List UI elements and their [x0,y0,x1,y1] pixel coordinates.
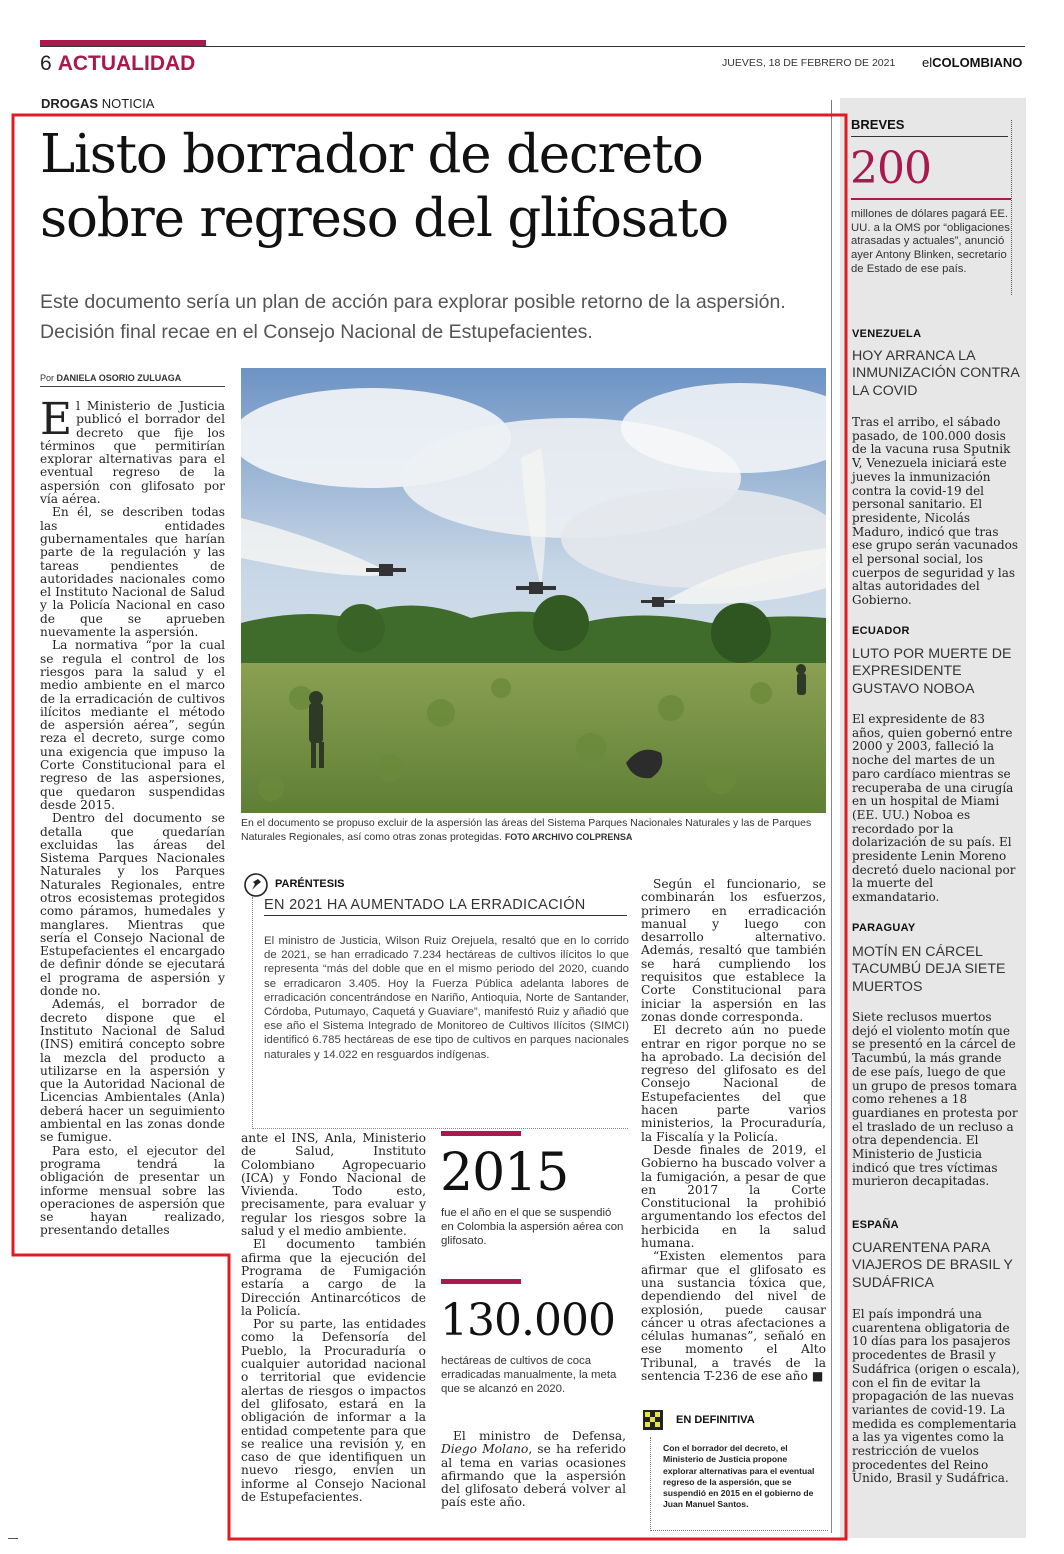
breves-highlight-text: millones de dólares pagará EE. UU. a la OMS por “obligaciones atrasadas y actuales”, anunció ayer Antony Blinken, secretario de Estado de ese país. [851,208,1010,275]
kicker-type: NOTICIA [101,96,155,111]
parentesis-body: El ministro de Justicia, Wilson Ruiz Orejuela, resaltó que en lo corrido de 2021, se han erradicado 7.234 hectáreas de cultivos ilícitos lo que representa “más del doble que en el mismo periodo del 2020, cuando se erradicaron 3.405. Hoy la Fuerza Pública adelanta labores de erradicación concentrándose en Nariño, Antioquia, Norte de Santander, Córdoba, Putumayo, Caquetá y Guaviare”, manifestó Ruiz y añadió que ese año el Sistema Integrado de Monitoreo de Cultivos Ilícitos (SIMCI) identificó 6.785 hectáreas de ese tipo de cultivos en parques nacionales naturales y 14.022 en resguardos indígenas. [264,935,629,1061]
end-mark: ■ [811,1368,824,1383]
headline-line1: Listo borrador de decreto [40,124,703,185]
paragraph: En él, se describen todas las entidades gubernamentales que harían parte de la regulación y las tareas pendientes de autoridades nacionales como el Instituto Nacional de Salud y la Policía Nacional en caso de que se aprueben nuevamente la aspersión. [40,505,225,640]
headline [40,123,830,251]
brand-name: COLOMBIANO [932,55,1023,70]
byline-prefix: Por [40,373,55,383]
parentesis-rule [264,915,627,916]
paragraph: Desde finales de 2019, el Gobierno ha buscado volver a la fumigación, a pesar de que en 2017 la Corte Constitucional la prohibió argumentando los efectos del herbicida en la salud humana. [641,1142,826,1251]
section-label [40,52,195,76]
byline [40,373,181,383]
photo-caption [241,817,826,844]
caption-text: En el documento se propuso excluir de la aspersión las áreas del Sistema Parques Nacionales Naturales y las de Parques Naturales Regionales, así como otras zonas protegidas. [241,817,812,843]
brief-title: HOY ARRANCA LA INMUNIZACIÓN CONTRA LA COVID [852,348,1020,399]
breves-rule [851,136,1008,137]
article-kicker [41,96,154,111]
paragraph-text: l Ministerio de Justicia publicó el borrador del decreto que fije los términos que permitirían explorar alternativas para el eventual regreso de la aspersión con glifosato por vía aérea. [40,399,225,507]
body-column-1 [40,394,225,1250]
sidebar-rule [831,118,832,1533]
checkered-icon [642,1409,664,1431]
body-column-2 [241,1132,426,1532]
minister-name: Diego Molano [441,1442,529,1457]
dateline: JUEVES, 18 DE FEBRERO DE 2021 [722,57,896,69]
paragraph [441,1430,626,1510]
breves-label: BREVES [851,117,905,132]
body-column-4 [641,878,826,1398]
photo-credit: FOTO ARCHIVO COLPRENSA [504,831,633,842]
paragraph: La normativa “por la cual se regula el control de los riesgos para la salud y el medio ambiente en el marco de la erradicación de cultivos ilícitos mediante el método de aspersión aérea”, según reza el decreto, surge como una exigencia que impuso la Corte Constitucional para el regreso de las aspersiones, que quedaron suspendidas desde 2015. [40,638,225,812]
paragraph [641,1250,826,1383]
stat-accent-bar [441,1131,521,1136]
paragraph [40,394,225,507]
photo-illustration [241,368,826,813]
stat-description: hectáreas de cultivos de coca erradicadas manualmente, la meta que se alcanzó en 2020. [441,1355,617,1395]
brief-text: Siete reclusos muertos dejó el violento motín que se presentó en la cárcel de Tacumbú, la más grande de ese país, luego de que un grupo de presos tomara como rehenes a 18 guardianes en protesta por el traslado de un recluso a otra dependencia. El Ministerio de Justicia indicó que tres víctimas murieron decapitadas. [852,1010,1018,1189]
breves-highlight-number: 200 [850,143,931,194]
paragraph: Para esto, el ejecutor del programa tendrá la obligación de presentar un informe mensual sobre las operaciones de aspersión que se hayan realizado, presentando detalles [40,1143,225,1238]
stat-value: 2015 [440,1143,569,1203]
parentesis-kicker: PARÉNTESIS [275,878,345,890]
paragraph: El documento también afirma que la ejecución del Programa de Fumigación estaría a cargo de la Dirección Antinarcóticos de la Policía. [241,1237,426,1318]
en-definitiva-text: Con el borrador del decreto, el Ministerio de Justicia propone explorar alternativas para el eventual regreso de la aspersión, que se suspendió en 2015 en el gobierno de Juan Manuel Santos. [663,1443,815,1510]
brief-country: VENEZUELA [852,328,922,340]
brief-country: ESPAÑA [852,1219,899,1231]
brief-text: El país impondrá una cuarentena obligatoria de 10 días para los pasajeros procedentes de Brasil y Sudáfrica (origen o escala), con el fin de evitar la propagación de las nuevas variantes de covid-19. La medida es complementaria a las ya vigentes como la restricción de vuelos procedentes del Reino Unido, Brasil y Sudáfrica. [852,1307,1020,1486]
paragraph-text: , se ha referido al tema en varias ocasiones afirmando que la aspersión del glifosato deberá volver al país este año. [441,1442,626,1510]
stat-description: fue el año en el que se suspendió en Colombia la aspersión aérea con glifosato. [441,1207,624,1247]
stat-accent-bar [441,1279,521,1284]
news-photo-aerial-spraying [241,368,826,813]
deck: Este documento sería un plan de acción para explorar posible retorno de la aspersión. Decisión final recae en el Consejo Nacional de Estupefacientes. [40,291,786,343]
byline-author: DANIELA OSORIO ZULUAGA [56,373,182,383]
paragraph-text: “Existen elementos para afirmar que el glifosato es una sustancia tóxica que, dependiendo del nivel de explosión, puede causar cáncer u otras afectaciones a células humanas”, señaló en ese momento el Alto Tribunal, a través de la sentencia T-236 de ese año [641,1249,826,1383]
brief-title: LUTO POR MUERTE DE EXPRESIDENTE GUSTAVO NOBOA [852,646,1012,697]
section-name: ACTUALIDAD [57,52,196,75]
brief-country: PARAGUAY [852,922,916,934]
paragraph-text: El ministro de Defensa, [453,1429,626,1443]
header-rule [40,46,1025,47]
page-number: 6 [40,52,52,75]
brief-title: CUARENTENA PARA VIAJEROS DE BRASIL Y SUDÁFRICA [852,1240,1013,1291]
kicker-topic: DROGAS [41,96,99,111]
column-rule [831,100,832,118]
headline-line2: sobre regreso del glifosato [40,188,728,249]
paragraph: Dentro del documento se detalla que quedarían excluidas las áreas del Sistema Parques Nacionales Naturales y los Parques Naturales Regionales, entre otros ecosistemas protegidos como páramos, humedales y manglares. Mientras que sería el Consejo Nacional de Estupefacientes el encargado de definir dónde se ejecutará el programa de aspersión y donde no. [40,811,225,999]
newspaper-brand [922,55,1022,70]
brand-prefix: el [922,55,933,70]
byline-rule [40,386,225,387]
parentesis-title: EN 2021 HA AUMENTADO LA ERRADICACIÓN [264,897,586,913]
brief-country: ECUADOR [852,625,910,637]
paragraph: ante el INS, Anla, Ministerio de Salud, Instituto Colombiano Agropecuario (ICA) y Fondo Nacional de Vivienda. Todo esto, precisamente, para evaluar y regular los riesgos sobre la salud y el medio ambiente. [241,1131,426,1239]
brief-text: Tras el arribo, el sábado pasado, de 100.000 dosis de la vacuna rusa Sputnik V, Venezuela iniciará este jueves la inmunización contra la covid-19 del personal sanitario. El presidente, Nicolás Maduro, indicó que tras ese grupo serán vacunados el personal social, los cuerpos de seguridad y las altas autoridades del Gobierno. [852,415,1019,608]
stat-value: 130.000 [440,1295,615,1346]
breves-number-rule [851,198,1011,200]
paragraph: Por su parte, las entidades como la Defensoría del Pueblo, la Procuraduría o cualquier autoridad nacional o territorial que evidencie alertas de riesgos o impactos del glifosato, estará en la obligación de informar a la entidad competente para que se realice una revisión y, en caso de que identifiquen un nuevo riesgo, envíen un informe al Consejo Nacional de Estupefacientes. [241,1317,426,1505]
paragraph: Según el funcionario, se combinarán los esfuerzos, primero en erradicación manual y luego con desarrollo alternativo. Además, resaltó que también se hará cumpliendo los requisitos que establece la Corte Constitucional para iniciar la aspersión en las zonas donde corresponda. [641,877,826,1024]
drop-cap: E [40,394,73,445]
paragraph: El decreto aún no puede entrar en rigor porque no se ha aprobado. La decisión del regreso del glifosato es del Consejo Nacional de Estupefacientes del que hacen parte varios ministerios, la Procuraduría, la Fiscalía y la Policía. [641,1023,826,1144]
parentesis-border-bottom [252,1128,628,1129]
brief-text: El expresidente de 83 años, quien gobernó entre 2000 y 2003, falleció la noche del martes de un paro cardíaco mientras se recuperaba de una cirugía en un hospital de Miami (EE. UU.) Noboa es recordado por la dolarización de su país. El presidente Lenin Moreno decretó duelo nacional por la muerte del exmandatario. [852,712,1016,905]
parentesis-border [252,897,253,1129]
paragraph: Además, el borrador de decreto dispone que el Instituto Nacional de Salud (INS) emitirá concepto sobre la mezcla del producto a utilizarse en la aspersión y que la Autoridad Nacional de Licencias Ambientales (Anla) deberá hacer un seguimiento ambiental en las zonas donde se fumigue. [40,997,225,1145]
en-definitiva-kicker: EN DEFINITIVA [676,1414,755,1426]
body-column-3 [441,1430,626,1530]
footer-mark [8,1538,18,1539]
brief-title: MOTÍN EN CÁRCEL TACUMBÚ DEJA SIETE MUERTOS [852,944,1006,995]
